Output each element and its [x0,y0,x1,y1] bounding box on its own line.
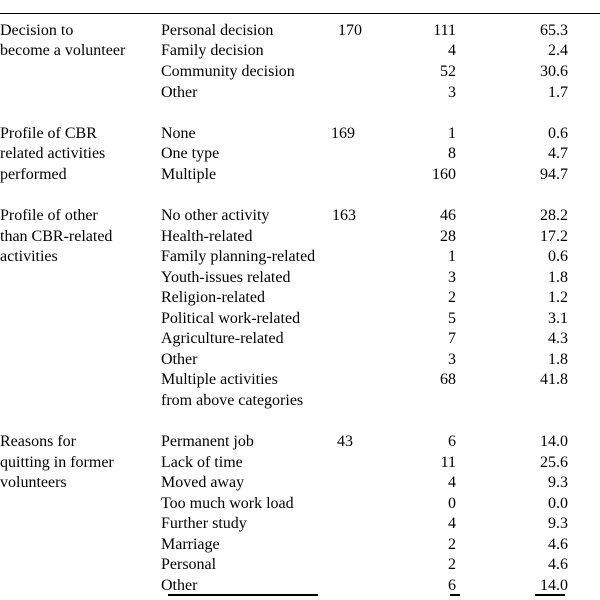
percent-cell: 9.3 [548,515,568,532]
count-cell: 8 [448,145,456,162]
percent-cell: 17.2 [540,228,568,245]
section-label-line: quitting in former [0,454,114,471]
count-cell: 11 [440,454,456,471]
percent-cell: 0.0 [548,495,568,512]
section-n: 43 [337,433,353,450]
count-cell: 0 [448,495,456,512]
category-label: Other [161,577,198,594]
section-n: 170 [338,22,362,39]
count-cell: 2 [448,556,456,573]
category-label: Multiple activities [161,371,278,388]
section-label-line: Decision to [0,22,74,39]
count-cell: 3 [448,84,456,101]
category-label: Lack of time [161,454,243,471]
count-cell: 52 [440,63,456,80]
cropped-row-fragment [0,590,600,600]
count-cell: 6 [448,433,456,450]
percent-cell: 25.6 [540,454,568,471]
percent-cell: 0.6 [548,125,568,142]
category-label: Family planning-related [161,248,316,265]
category-label: Youth-issues related [161,269,291,286]
category-label: Community decision [161,63,295,80]
category-label: Moved away [161,474,245,491]
percent-cell: 4.6 [548,536,568,553]
count-cell: 3 [448,269,456,286]
percent-cell: 0.6 [548,248,568,265]
percent-cell: 94.7 [540,166,568,183]
count-cell: 2 [448,536,456,553]
percent-cell: 41.8 [540,371,568,388]
category-label: Personal decision [161,22,274,39]
percent-cell: 2.4 [548,42,568,59]
percent-cell: 14.0 [540,433,568,450]
percent-cell: 14.0 [540,577,568,594]
count-cell: 5 [448,310,456,327]
category-label: Agriculture-related [161,330,284,347]
section-label-line: become a volunteer [0,42,126,59]
category-label: Other [161,84,198,101]
percent-cell: 65.3 [540,22,568,39]
count-cell: 6 [448,577,456,594]
percent-cell: 4.3 [548,330,568,347]
cropped-text-fragment [168,594,318,596]
percent-cell: 28.2 [540,207,568,224]
percent-cell: 1.7 [548,84,568,101]
percent-cell: 4.6 [548,556,568,573]
percent-cell: 3.1 [548,310,568,327]
count-cell: 28 [440,228,456,245]
category-label: Multiple [161,166,217,183]
category-label: Family decision [161,42,264,59]
cropped-text-fragment [450,594,460,596]
section-n: 163 [332,207,356,224]
percent-cell: 30.6 [540,63,568,80]
category-label: Religion-related [161,289,265,306]
category-label-continued: from above categories [161,392,304,409]
section-label-line: Reasons for [0,433,76,450]
count-cell: 2 [448,289,456,306]
percent-cell: 1.2 [548,289,568,306]
section-label-line: related activities [0,145,106,162]
count-cell: 1 [448,248,456,265]
category-label: Permanent job [161,433,254,450]
section-label-line: activities [0,248,58,265]
percent-cell: 1.8 [548,269,568,286]
category-label: Personal [161,556,217,573]
section-n: 169 [331,125,355,142]
count-cell: 4 [448,42,456,59]
count-cell: 160 [432,166,456,183]
category-label: Further study [161,515,247,532]
percent-cell: 1.8 [548,351,568,368]
count-cell: 4 [448,474,456,491]
section-label-line: Profile of CBR [0,125,97,142]
category-label: No other activity [161,207,270,224]
count-cell: 111 [433,22,456,39]
category-label: One type [161,145,220,162]
category-label: Political work-related [161,310,301,327]
table-top-rule [0,13,600,14]
percent-cell: 4.7 [548,145,568,162]
category-label: Health-related [161,228,253,245]
count-cell: 4 [448,515,456,532]
category-label: Other [161,351,198,368]
section-label-line: Profile of other [0,207,98,224]
percent-cell: 9.3 [548,474,568,491]
category-label: Too much work load [161,495,294,512]
count-cell: 7 [448,330,456,347]
count-cell: 3 [448,351,456,368]
category-label: Marriage [161,536,220,553]
section-label-line: performed [0,166,67,183]
count-cell: 46 [440,207,456,224]
category-label: None [161,125,196,142]
cropped-text-fragment [535,594,565,596]
count-cell: 1 [448,125,456,142]
section-label-line: volunteers [0,474,67,491]
section-label-line: than CBR-related [0,228,113,245]
count-cell: 68 [440,371,456,388]
